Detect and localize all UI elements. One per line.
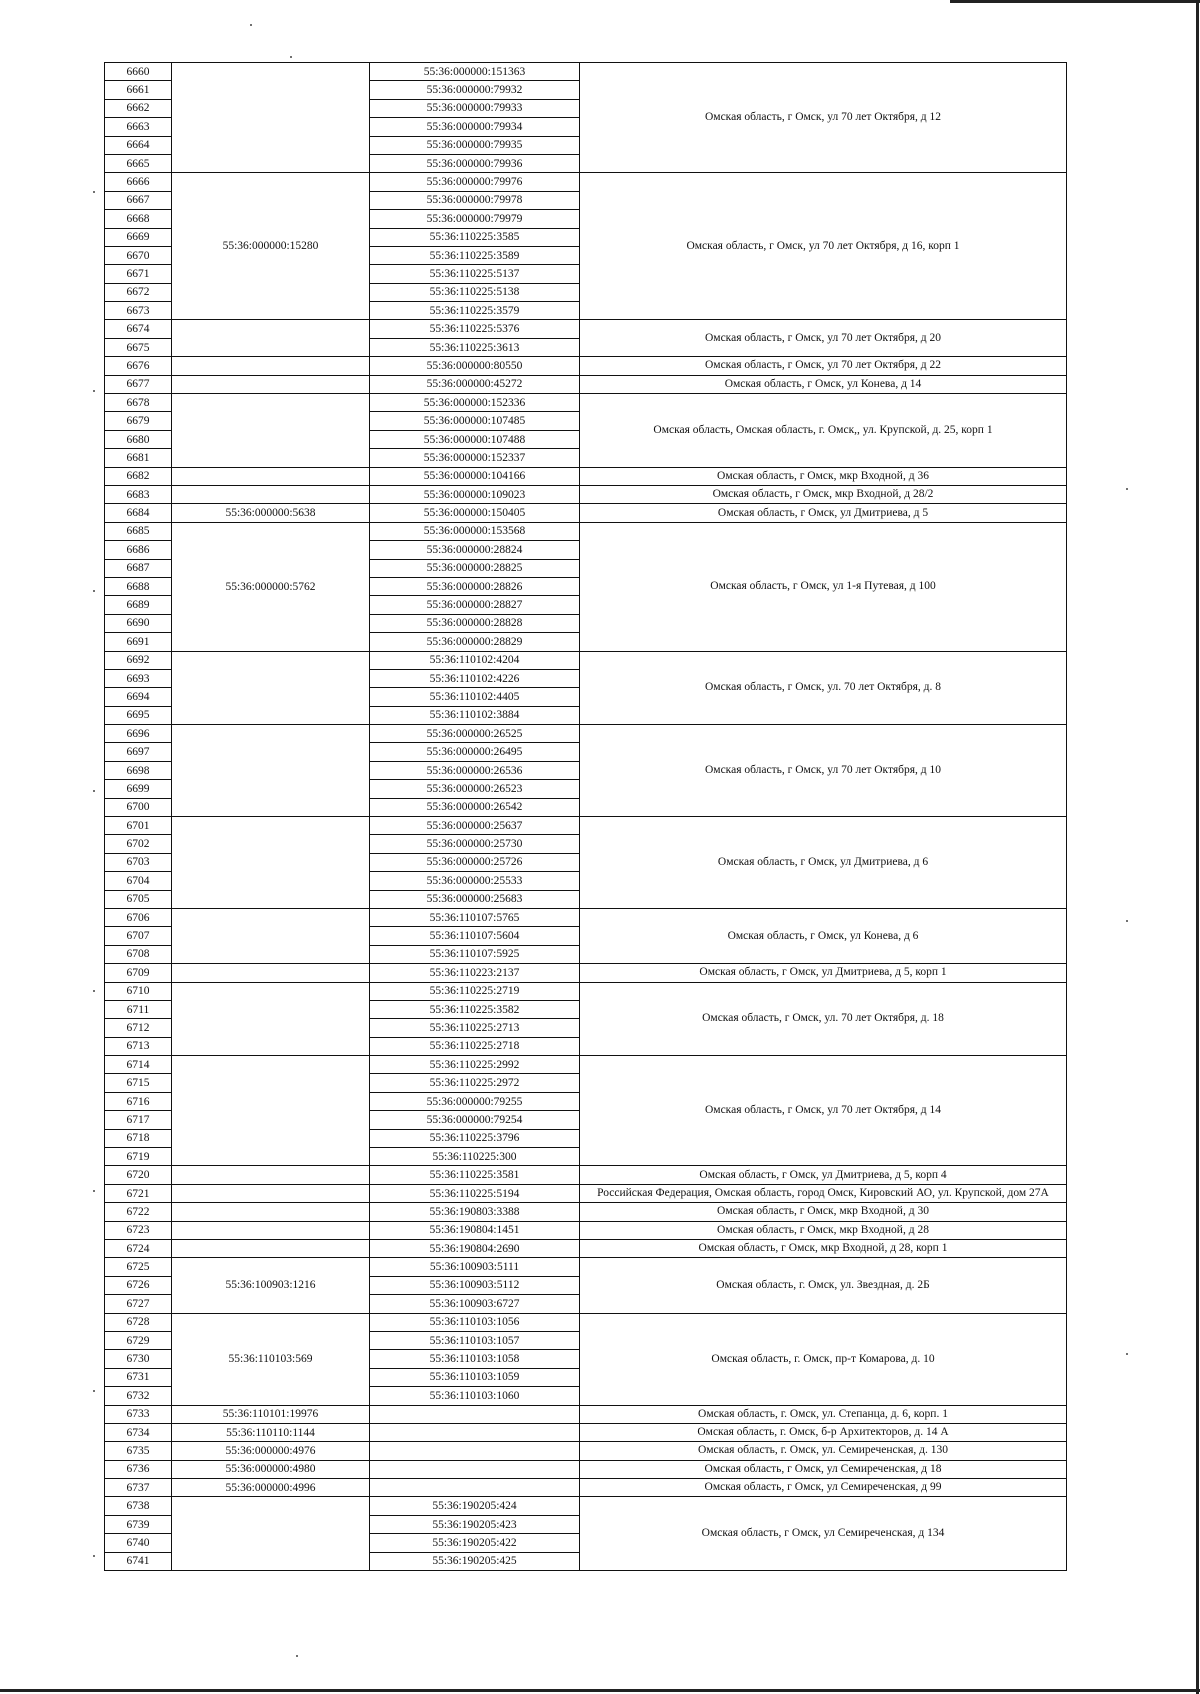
parent-cadastral-number — [172, 320, 370, 357]
row-number: 6701 — [105, 817, 172, 835]
cadastral-number: 55:36:110225:2718 — [370, 1037, 580, 1055]
cadastral-number: 55:36:110225:2719 — [370, 982, 580, 1000]
row-number: 6663 — [105, 118, 172, 136]
cadastral-number: 55:36:110107:5925 — [370, 945, 580, 963]
row-number: 6688 — [105, 577, 172, 595]
table-row — [105, 964, 1067, 982]
cadastral-number: 55:36:110225:2713 — [370, 1019, 580, 1037]
table-row — [105, 1497, 1067, 1515]
scan-right-edge — [1196, 0, 1199, 1694]
row-number: 6695 — [105, 706, 172, 724]
address: Омская область, г Омск, ул Семиреченская, д 134 — [580, 1497, 1067, 1571]
table-row — [105, 817, 1067, 835]
row-number: 6675 — [105, 338, 172, 356]
table-body — [105, 63, 1067, 1571]
scan-speck — [1126, 1353, 1128, 1355]
parent-cadastral-number: 55:36:000000:5762 — [172, 522, 370, 651]
row-number: 6713 — [105, 1037, 172, 1055]
cadastral-number: 55:36:110103:1060 — [370, 1387, 580, 1405]
row-number: 6687 — [105, 559, 172, 577]
address: Омская область, г Омск, ул Дмитриева, д 5, корп 4 — [580, 1166, 1067, 1184]
row-number: 6710 — [105, 982, 172, 1000]
cadastral-number: 55:36:100903:5111 — [370, 1258, 580, 1276]
parent-cadastral-number — [172, 1203, 370, 1221]
address: Омская область, г Омск, ул Дмитриева, д 6 — [580, 817, 1067, 909]
cadastral-number: 55:36:000000:79936 — [370, 154, 580, 172]
row-number: 6684 — [105, 504, 172, 522]
table-row — [105, 63, 1067, 81]
cadastral-number: 55:36:100903:6727 — [370, 1295, 580, 1313]
row-number: 6698 — [105, 761, 172, 779]
cadastral-number — [370, 1405, 580, 1423]
parent-cadastral-number — [172, 1497, 370, 1571]
table-row — [105, 651, 1067, 669]
row-number: 6720 — [105, 1166, 172, 1184]
row-number: 6706 — [105, 908, 172, 926]
cadastral-number: 55:36:110103:1057 — [370, 1331, 580, 1349]
parent-cadastral-number — [172, 964, 370, 982]
row-number: 6705 — [105, 890, 172, 908]
scan-speck — [93, 590, 95, 592]
address: Омская область, г. Омск, б-р Архитекторов, д. 14 А — [580, 1423, 1067, 1441]
row-number: 6697 — [105, 743, 172, 761]
cadastral-number: 55:36:000000:79254 — [370, 1111, 580, 1129]
cadastral-number: 55:36:190804:2690 — [370, 1240, 580, 1258]
row-number: 6699 — [105, 780, 172, 798]
cadastral-number: 55:36:190205:422 — [370, 1534, 580, 1552]
cadastral-number: 55:36:110103:1058 — [370, 1350, 580, 1368]
cadastral-number: 55:36:000000:150405 — [370, 504, 580, 522]
cadastral-number: 55:36:000000:79934 — [370, 118, 580, 136]
row-number: 6666 — [105, 173, 172, 191]
cadastral-number: 55:36:190803:3388 — [370, 1203, 580, 1221]
row-number: 6673 — [105, 302, 172, 320]
address: Омская область, г Омск, ул 70 лет Октября, д 16, корп 1 — [580, 173, 1067, 320]
cadastral-number: 55:36:110102:3884 — [370, 706, 580, 724]
table-row — [105, 1405, 1067, 1423]
row-number: 6696 — [105, 725, 172, 743]
parent-cadastral-number — [172, 1221, 370, 1239]
row-number: 6715 — [105, 1074, 172, 1092]
address: Омская область, г Омск, ул Дмитриева, д 5 — [580, 504, 1067, 522]
scan-top-edge — [950, 0, 1200, 3]
row-number: 6702 — [105, 835, 172, 853]
row-number: 6732 — [105, 1387, 172, 1405]
cadastral-number: 55:36:000000:28824 — [370, 541, 580, 559]
cadastral-number: 55:36:000000:152337 — [370, 449, 580, 467]
row-number: 6723 — [105, 1221, 172, 1239]
scan-speck — [296, 1655, 298, 1657]
row-number: 6682 — [105, 467, 172, 485]
cadastral-number: 55:36:110225:300 — [370, 1148, 580, 1166]
address: Омская область, г Омск, ул Дмитриева, д 5, корп 1 — [580, 964, 1067, 982]
row-number: 6738 — [105, 1497, 172, 1515]
row-number: 6689 — [105, 596, 172, 614]
row-number: 6718 — [105, 1129, 172, 1147]
parent-cadastral-number: 55:36:110103:569 — [172, 1313, 370, 1405]
address: Омская область, г Омск, мкр Входной, д 36 — [580, 467, 1067, 485]
row-number: 6670 — [105, 246, 172, 264]
scan-speck — [1126, 488, 1128, 490]
cadastral-number: 55:36:000000:26542 — [370, 798, 580, 816]
row-number: 6731 — [105, 1368, 172, 1386]
parent-cadastral-number — [172, 1056, 370, 1166]
row-number: 6726 — [105, 1276, 172, 1294]
cadastral-number: 55:36:110225:5137 — [370, 265, 580, 283]
cadastral-number: 55:36:110225:3579 — [370, 302, 580, 320]
row-number: 6691 — [105, 633, 172, 651]
cadastral-number — [370, 1442, 580, 1460]
row-number: 6707 — [105, 927, 172, 945]
cadastral-number: 55:36:000000:80550 — [370, 357, 580, 375]
cadastral-number: 55:36:000000:26536 — [370, 761, 580, 779]
row-number: 6741 — [105, 1552, 172, 1570]
cadastral-number: 55:36:110225:5194 — [370, 1184, 580, 1202]
row-number: 6678 — [105, 394, 172, 412]
row-number: 6733 — [105, 1405, 172, 1423]
row-number: 6729 — [105, 1331, 172, 1349]
row-number: 6662 — [105, 99, 172, 117]
table-row — [105, 375, 1067, 393]
cadastral-number: 55:36:100903:5112 — [370, 1276, 580, 1294]
table-row — [105, 320, 1067, 338]
cadastral-number: 55:36:110225:3585 — [370, 228, 580, 246]
scan-speck — [1126, 920, 1128, 922]
cadastral-number: 55:36:000000:109023 — [370, 485, 580, 503]
cadastral-number: 55:36:000000:79935 — [370, 136, 580, 154]
parent-cadastral-number: 55:36:000000:4976 — [172, 1442, 370, 1460]
scan-speck — [93, 990, 95, 992]
row-number: 6686 — [105, 541, 172, 559]
address: Омская область, г. Омск, пр-т Комарова, д. 10 — [580, 1313, 1067, 1405]
cadastral-number — [370, 1479, 580, 1497]
row-number: 6683 — [105, 485, 172, 503]
parent-cadastral-number — [172, 817, 370, 909]
table-row — [105, 1460, 1067, 1478]
scan-speck — [290, 56, 292, 58]
address: Омская область, Омская область, г. Омск,, ул. Крупской, д. 25, корп 1 — [580, 394, 1067, 468]
cadastral-number: 55:36:000000:104166 — [370, 467, 580, 485]
row-number: 6714 — [105, 1056, 172, 1074]
cadastral-number: 55:36:000000:25533 — [370, 872, 580, 890]
parent-cadastral-number — [172, 63, 370, 173]
table-row — [105, 908, 1067, 926]
row-number: 6690 — [105, 614, 172, 632]
parent-cadastral-number: 55:36:100903:1216 — [172, 1258, 370, 1313]
cadastral-number: 55:36:000000:153568 — [370, 522, 580, 540]
row-number: 6708 — [105, 945, 172, 963]
parent-cadastral-number — [172, 485, 370, 503]
address: Омская область, г Омск, мкр Входной, д 28 — [580, 1221, 1067, 1239]
row-number: 6722 — [105, 1203, 172, 1221]
address: Омская область, г Омск, ул 70 лет Октября, д 20 — [580, 320, 1067, 357]
address: Омская область, г Омск, ул 70 лет Октября, д 10 — [580, 725, 1067, 817]
parent-cadastral-number: 55:36:000000:5638 — [172, 504, 370, 522]
table-row — [105, 1423, 1067, 1441]
row-number: 6681 — [105, 449, 172, 467]
row-number: 6716 — [105, 1092, 172, 1110]
row-number: 6664 — [105, 136, 172, 154]
row-number: 6692 — [105, 651, 172, 669]
row-number: 6693 — [105, 669, 172, 687]
table-row — [105, 357, 1067, 375]
row-number: 6711 — [105, 1000, 172, 1018]
row-number: 6676 — [105, 357, 172, 375]
cadastral-number: 55:36:000000:79255 — [370, 1092, 580, 1110]
address: Омская область, г. Омск, ул. Семиреченская, д. 130 — [580, 1442, 1067, 1460]
table-row — [105, 1184, 1067, 1202]
row-number: 6734 — [105, 1423, 172, 1441]
cadastral-number: 55:36:110225:3589 — [370, 246, 580, 264]
cadastral-number: 55:36:110223:2137 — [370, 964, 580, 982]
cadastral-table — [104, 62, 1067, 1571]
cadastral-number: 55:36:110225:2972 — [370, 1074, 580, 1092]
cadastral-number: 55:36:000000:28828 — [370, 614, 580, 632]
cadastral-number: 55:36:110103:1059 — [370, 1368, 580, 1386]
address: Омская область, г Омск, ул. 70 лет Октября, д. 18 — [580, 982, 1067, 1056]
row-number: 6694 — [105, 688, 172, 706]
cadastral-number: 55:36:000000:28826 — [370, 577, 580, 595]
table-row — [105, 394, 1067, 412]
scan-speck — [93, 191, 95, 193]
table-row — [105, 1203, 1067, 1221]
row-number: 6730 — [105, 1350, 172, 1368]
cadastral-number: 55:36:000000:107488 — [370, 430, 580, 448]
table-row — [105, 1442, 1067, 1460]
address: Российская Федерация, Омская область, город Омск, Кировский АО, ул. Крупской, дом 27А — [580, 1184, 1067, 1202]
row-number: 6672 — [105, 283, 172, 301]
address: Омская область, г Омск, ул Конева, д 14 — [580, 375, 1067, 393]
parent-cadastral-number — [172, 982, 370, 1056]
scan-speck — [93, 790, 95, 792]
cadastral-number: 55:36:000000:151363 — [370, 63, 580, 81]
table-row — [105, 504, 1067, 522]
cadastral-number: 55:36:110107:5765 — [370, 908, 580, 926]
row-number: 6724 — [105, 1240, 172, 1258]
row-number: 6674 — [105, 320, 172, 338]
row-number: 6679 — [105, 412, 172, 430]
row-number: 6740 — [105, 1534, 172, 1552]
cadastral-number: 55:36:110102:4405 — [370, 688, 580, 706]
cadastral-number: 55:36:110102:4204 — [370, 651, 580, 669]
cadastral-number: 55:36:110225:3581 — [370, 1166, 580, 1184]
cadastral-number: 55:36:000000:26525 — [370, 725, 580, 743]
table-row — [105, 1166, 1067, 1184]
cadastral-number: 55:36:190804:1451 — [370, 1221, 580, 1239]
scan-speck — [93, 1555, 95, 1557]
cadastral-number: 55:36:110225:5376 — [370, 320, 580, 338]
address: Омская область, г. Омск, ул. Звездная, д. 2Б — [580, 1258, 1067, 1313]
address: Омская область, г Омск, ул Семиреченская, д 99 — [580, 1479, 1067, 1497]
parent-cadastral-number: 55:36:110101:19976 — [172, 1405, 370, 1423]
cadastral-number: 55:36:000000:152336 — [370, 394, 580, 412]
table-row — [105, 982, 1067, 1000]
parent-cadastral-number: 55:36:000000:4980 — [172, 1460, 370, 1478]
row-number: 6719 — [105, 1148, 172, 1166]
scan-speck — [93, 1390, 95, 1392]
table-row — [105, 522, 1067, 540]
table-row — [105, 467, 1067, 485]
row-number: 6735 — [105, 1442, 172, 1460]
address: Омская область, г Омск, мкр Входной, д 28/2 — [580, 485, 1067, 503]
cadastral-number: 55:36:110225:5138 — [370, 283, 580, 301]
parent-cadastral-number — [172, 1166, 370, 1184]
cadastral-number: 55:36:000000:45272 — [370, 375, 580, 393]
row-number: 6739 — [105, 1515, 172, 1533]
cadastral-number: 55:36:110102:4226 — [370, 669, 580, 687]
address: Омская область, г Омск, ул 70 лет Октября, д 12 — [580, 63, 1067, 173]
cadastral-number: 55:36:110225:3613 — [370, 338, 580, 356]
cadastral-number: 55:36:000000:79978 — [370, 191, 580, 209]
address: Омская область, г Омск, ул Конева, д 6 — [580, 908, 1067, 963]
cadastral-number: 55:36:000000:79932 — [370, 81, 580, 99]
row-number: 6685 — [105, 522, 172, 540]
cadastral-number: 55:36:000000:25726 — [370, 853, 580, 871]
address: Омская область, г. Омск, ул. Степанца, д. 6, корп. 1 — [580, 1405, 1067, 1423]
row-number: 6704 — [105, 872, 172, 890]
table-row — [105, 1056, 1067, 1074]
row-number: 6703 — [105, 853, 172, 871]
cadastral-number: 55:36:110225:2992 — [370, 1056, 580, 1074]
scan-speck — [250, 24, 252, 26]
cadastral-number — [370, 1423, 580, 1441]
address: Омская область, г Омск, ул Семиреченская, д 18 — [580, 1460, 1067, 1478]
table-row — [105, 725, 1067, 743]
parent-cadastral-number — [172, 394, 370, 468]
scan-speck — [93, 1190, 95, 1192]
row-number: 6709 — [105, 964, 172, 982]
parent-cadastral-number — [172, 651, 370, 725]
parent-cadastral-number: 55:36:000000:4996 — [172, 1479, 370, 1497]
row-number: 6669 — [105, 228, 172, 246]
parent-cadastral-number — [172, 725, 370, 817]
cadastral-number: 55:36:190205:425 — [370, 1552, 580, 1570]
scan-bottom-edge — [0, 1689, 1200, 1692]
cadastral-number: 55:36:000000:26523 — [370, 780, 580, 798]
address: Омская область, г Омск, ул 70 лет Октября, д 22 — [580, 357, 1067, 375]
cadastral-number: 55:36:000000:28827 — [370, 596, 580, 614]
parent-cadastral-number — [172, 908, 370, 963]
row-number: 6727 — [105, 1295, 172, 1313]
row-number: 6725 — [105, 1258, 172, 1276]
row-number: 6728 — [105, 1313, 172, 1331]
cadastral-number: 55:36:190205:424 — [370, 1497, 580, 1515]
row-number: 6660 — [105, 63, 172, 81]
cadastral-number: 55:36:000000:28825 — [370, 559, 580, 577]
cadastral-number: 55:36:000000:28829 — [370, 633, 580, 651]
cadastral-number — [370, 1460, 580, 1478]
address: Омская область, г Омск, мкр Входной, д 28, корп 1 — [580, 1240, 1067, 1258]
cadastral-number: 55:36:190205:423 — [370, 1515, 580, 1533]
address: Омская область, г Омск, ул 70 лет Октября, д 14 — [580, 1056, 1067, 1166]
cadastral-number: 55:36:000000:25637 — [370, 817, 580, 835]
row-number: 6667 — [105, 191, 172, 209]
address: Омская область, г Омск, ул 1-я Путевая, д 100 — [580, 522, 1067, 651]
cadastral-number: 55:36:110225:3796 — [370, 1129, 580, 1147]
table-row — [105, 1479, 1067, 1497]
row-number: 6668 — [105, 210, 172, 228]
row-number: 6700 — [105, 798, 172, 816]
cadastral-number: 55:36:000000:79976 — [370, 173, 580, 191]
cadastral-number: 55:36:110225:3582 — [370, 1000, 580, 1018]
cadastral-number: 55:36:000000:26495 — [370, 743, 580, 761]
parent-cadastral-number — [172, 467, 370, 485]
address: Омская область, г Омск, мкр Входной, д 30 — [580, 1203, 1067, 1221]
row-number: 6671 — [105, 265, 172, 283]
cadastral-number: 55:36:000000:79933 — [370, 99, 580, 117]
row-number: 6737 — [105, 1479, 172, 1497]
row-number: 6680 — [105, 430, 172, 448]
parent-cadastral-number — [172, 375, 370, 393]
cadastral-number: 55:36:000000:107485 — [370, 412, 580, 430]
parent-cadastral-number — [172, 357, 370, 375]
table-row — [105, 1221, 1067, 1239]
row-number: 6677 — [105, 375, 172, 393]
row-number: 6736 — [105, 1460, 172, 1478]
parent-cadastral-number — [172, 1184, 370, 1202]
address: Омская область, г Омск, ул. 70 лет Октября, д. 8 — [580, 651, 1067, 725]
table-row — [105, 1240, 1067, 1258]
parent-cadastral-number: 55:36:000000:15280 — [172, 173, 370, 320]
row-number: 6721 — [105, 1184, 172, 1202]
scan-speck — [93, 390, 95, 392]
table-row — [105, 1313, 1067, 1331]
table-row — [105, 173, 1067, 191]
cadastral-number: 55:36:000000:79979 — [370, 210, 580, 228]
cadastral-number: 55:36:000000:25683 — [370, 890, 580, 908]
row-number: 6712 — [105, 1019, 172, 1037]
cadastral-number: 55:36:110107:5604 — [370, 927, 580, 945]
row-number: 6717 — [105, 1111, 172, 1129]
row-number: 6661 — [105, 81, 172, 99]
cadastral-number: 55:36:110103:1056 — [370, 1313, 580, 1331]
table-row — [105, 485, 1067, 503]
table-row — [105, 1258, 1067, 1276]
parent-cadastral-number — [172, 1240, 370, 1258]
cadastral-number: 55:36:000000:25730 — [370, 835, 580, 853]
row-number: 6665 — [105, 154, 172, 172]
parent-cadastral-number: 55:36:110110:1144 — [172, 1423, 370, 1441]
